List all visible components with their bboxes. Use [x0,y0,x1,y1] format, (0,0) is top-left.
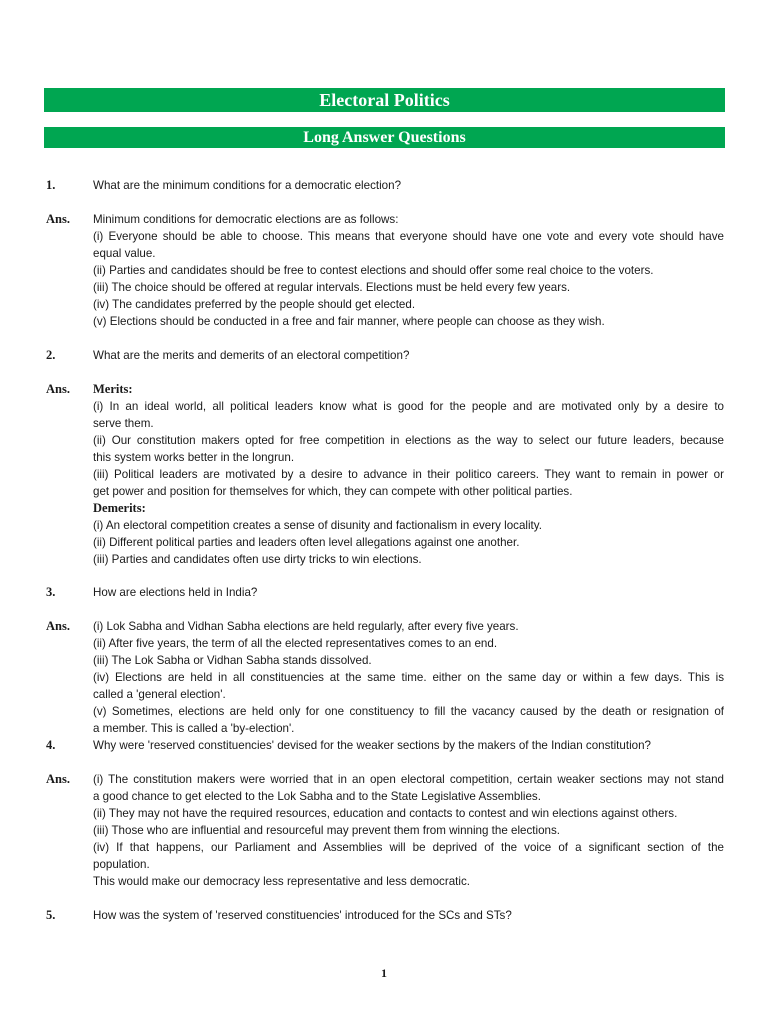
section-subtitle: Long Answer Questions [303,129,466,146]
question-text: How are elections held in India? [93,586,258,599]
answer-line: (iv) If that happens, our Parliament and Assemblies will be deprived of the voice of a significant section of the [93,841,724,854]
question-text: What are the minimum conditions for a democratic election? [93,179,402,192]
answer-line: Minimum conditions for democratic elections are as follows: [93,213,399,226]
question-number: 4. [46,738,56,752]
answer-marker: Ans. [46,772,70,786]
answer-line: (i) Everyone should be able to choose. This means that everyone should have one vote and every vote should have [93,230,724,243]
answer-line: (ii) Parties and candidates should be free to contest elections and should offer some real choice to the voters. [93,264,654,277]
answer-line: (ii) They may not have the required resources, education and contacts to contest and win elections against others. [93,807,678,820]
answer-line: called a 'general election'. [93,688,226,701]
answer-line: a good chance to get elected to the Lok Sabha and to the State Legislative Assemblies. [93,790,541,803]
answer-line: (i) An electoral competition creates a sense of disunity and factionalism in every locality. [93,519,542,532]
question-number: 2. [46,348,56,362]
answer-line: get power and position for themselves for which, they can compete with other political parties. [93,485,573,498]
answer-line: (iv) Elections are held in all constituencies at the same time. either on the same day or within a few days. This is [93,671,724,684]
merits-heading: Merits: [93,382,133,396]
answer-line: population. [93,858,150,871]
answer-line: (i) In an ideal world, all political leaders know what is good for the people and are motivated only by a desire to [93,400,724,413]
answer-line: This would make our democracy less representative and less democratic. [93,875,470,888]
question-text: What are the merits and demerits of an electoral competition? [93,349,410,362]
answer-line: (iv) The candidates preferred by the people should get elected. [93,298,416,311]
answer-line: (iii) The Lok Sabha or Vidhan Sabha stands dissolved. [93,654,372,667]
answer-line: a member. This is called a 'by-election'. [93,722,295,735]
answer-marker: Ans. [46,619,70,633]
answer-marker: Ans. [46,212,70,226]
answer-line: (iii) Political leaders are motivated by a desire to advance in their politico careers. They want to remain in power or [93,468,724,481]
section-subtitle-banner [44,127,725,148]
question-number: 5. [46,908,56,922]
question-number: 3. [46,585,56,599]
demerits-heading: Demerits: [93,501,146,515]
answer-line: equal value. [93,247,156,260]
answer-line: (iii) Those who are influential and resourceful may prevent them from winning the elections. [93,824,560,837]
question-text: How was the system of 'reserved constituencies' introduced for the SCs and STs? [93,909,512,922]
answer-marker: Ans. [46,382,70,396]
answer-line: (ii) Our constitution makers opted for free competition in elections as the way to select our future leaders, because [93,434,724,447]
question-number: 1. [46,178,56,192]
answer-line: (iii) The choice should be offered at regular intervals. Elections must be held every few years. [93,281,571,294]
answer-line: serve them. [93,417,154,430]
answer-line: this system works better in the longrun. [93,451,295,464]
answer-line: (ii) Different political parties and leaders often level allegations against one another. [93,536,520,549]
page-number: 1 [381,966,387,980]
answer-line: (i) The constitution makers were worried that in an open electoral competition, certain weaker sections may not stand [93,773,724,786]
chapter-title-banner [44,88,725,112]
answer-line: (v) Sometimes, elections are held only for one constituency to fill the vacancy caused by the death or resignation of [93,705,724,718]
question-text: Why were 'reserved constituencies' devised for the weaker sections by the makers of the Indian constitution? [93,739,651,752]
answer-line: (i) Lok Sabha and Vidhan Sabha elections are held regularly, after every five years. [93,620,519,633]
answer-line: (ii) After five years, the term of all the elected representatives comes to an end. [93,637,498,650]
answer-line: (iii) Parties and candidates often use dirty tricks to win elections. [93,553,422,566]
chapter-title: Electoral Politics [319,90,450,110]
answer-line: (v) Elections should be conducted in a free and fair manner, where people can choose as they wish. [93,315,605,328]
